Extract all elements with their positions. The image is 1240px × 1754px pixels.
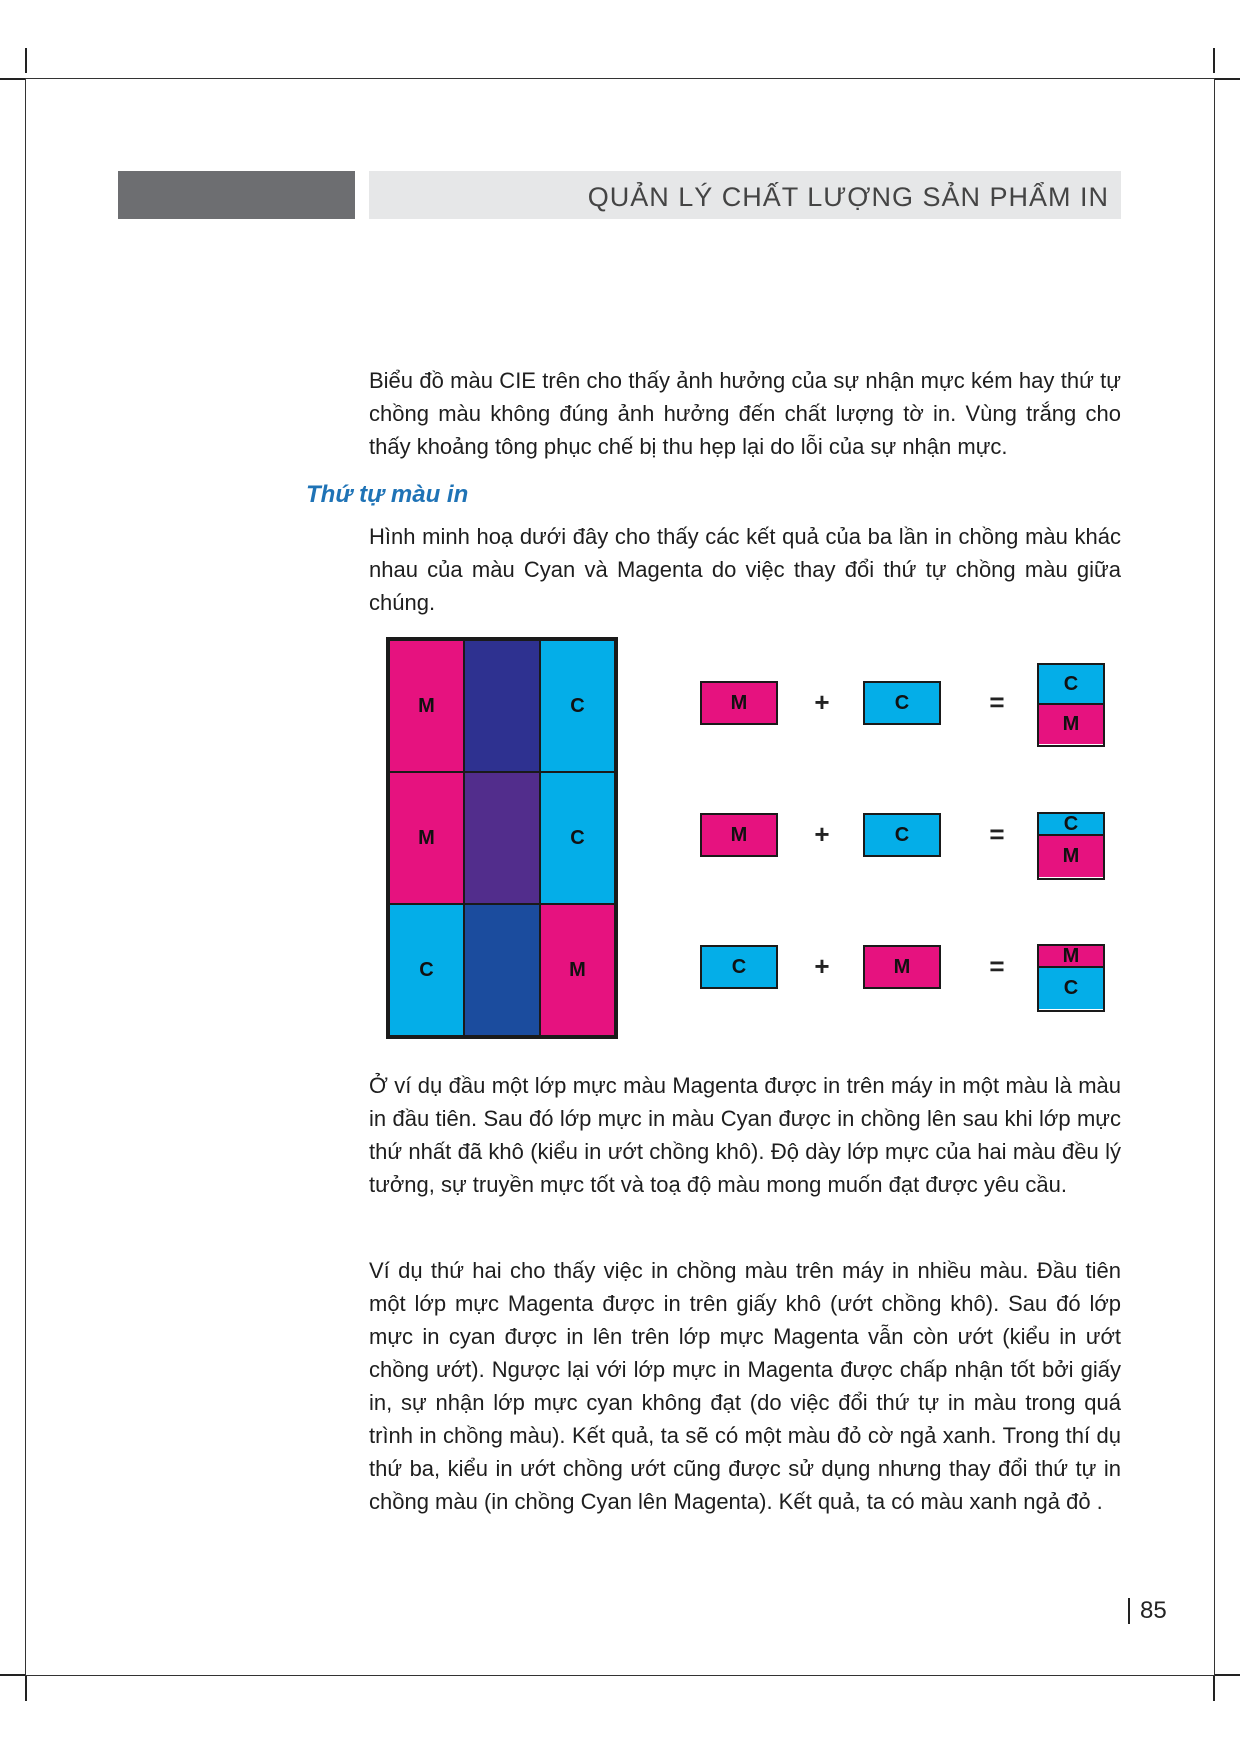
plus-sign: + (814, 951, 830, 981)
result-top-layer: C (1039, 665, 1103, 705)
crop-mark (0, 1674, 25, 1676)
plus-sign: + (814, 687, 830, 717)
section-title: Thứ tự màu in (306, 481, 469, 508)
grid-cell-left: M (389, 640, 464, 772)
page-number: 85 (1128, 1598, 1167, 1624)
plus-sign: + (814, 819, 830, 849)
grid-cell-right: C (540, 772, 615, 904)
overprint-grid (386, 637, 618, 1039)
grid-cell-left: M (389, 772, 464, 904)
grid-cell-right: M (540, 904, 615, 1036)
illustration-paragraph: Hình minh hoạ dưới đây cho thấy các kết quả của ba lần in chồng màu khác nhau của màu Cyan và Magenta do việc thay đổi thứ tự chồng màu giữa chúng. (369, 524, 1121, 615)
ink-box: M (700, 813, 778, 857)
crop-mark (1215, 78, 1240, 80)
ink-box: M (863, 945, 941, 989)
overprint-result (1037, 663, 1105, 747)
grid-cell-overlap (464, 772, 540, 904)
crop-mark (25, 1676, 27, 1701)
crop-mark (1213, 1676, 1215, 1701)
equals-sign: = (989, 819, 1005, 849)
header-dark-bar (118, 171, 355, 219)
intro-paragraph: Biểu đồ màu CIE trên cho thấy ảnh hưởng của sự nhận mực kém hay thứ tự chồng màu không đúng ảnh hưởng đến chất lượng tờ in. Vùng trắng cho thấy khoảng tông phục chế bị thu hẹp lại do lỗi của sự nhận mực. (369, 368, 1121, 459)
crop-mark (25, 48, 27, 73)
ink-box: C (700, 945, 778, 989)
example-one-paragraph: Ở ví dụ đầu một lớp mực màu Magenta được in trên máy in một màu là màu in đầu tiên. Sau đó lớp mực in màu Cyan được in chồng lên sau khi lớp mực thứ nhất đã khô (kiểu in ướt chồng khô). Độ dày lớp mực của hai màu đều lý tưởng, sự truyền mực tốt và toạ độ màu mong muốn đạt được yêu cầu. (369, 1073, 1121, 1197)
header-bar (369, 171, 1121, 219)
result-bottom-layer: M (1039, 705, 1103, 744)
grid-cell-overlap (464, 640, 540, 772)
overprint-result (1037, 812, 1105, 880)
crop-mark (0, 78, 25, 80)
result-top-layer: M (1039, 946, 1103, 968)
page-header-title: QUẢN LÝ CHẤT LƯỢNG SẢN PHẨM IN (587, 182, 1109, 212)
grid-cell-right: C (540, 640, 615, 772)
crop-mark (1215, 1674, 1240, 1676)
result-bottom-layer: C (1039, 968, 1103, 1009)
ink-box: C (863, 681, 941, 725)
grid-cell-left: C (389, 904, 464, 1036)
equals-sign: = (989, 951, 1005, 981)
result-top-layer: C (1039, 814, 1103, 836)
result-bottom-layer: M (1039, 836, 1103, 877)
crop-mark (1213, 48, 1215, 73)
equals-sign: = (989, 687, 1005, 717)
example-two-paragraph: Ví dụ thứ hai cho thấy việc in chồng màu trên máy in nhiều màu. Đầu tiên một lớp mực Magenta được in trên giấy khô (ướt chồng khô). Sau đó lớp mực in cyan được in lên trên lớp mực Magenta vẫn còn ướt (kiểu in ướt chồng ướt). Ngược lại với lớp mực in Magenta được chấp nhận tốt bởi giấy in, sự nhận lớp mực cyan không đạt (do việc đổi thứ tự in màu trong quá trình in chồng màu). Kết quả, ta sẽ có một màu đỏ cờ ngả xanh. Trong thí dụ thứ ba, kiểu in ướt chồng ướt cũng được sử dụng nhưng thay đổi thứ tự in chồng màu (in chồng Cyan lên Magenta). Kết quả, ta có màu xanh ngả đỏ . (369, 1258, 1121, 1514)
ink-box: C (863, 813, 941, 857)
grid-cell-overlap (464, 904, 540, 1036)
ink-box: M (700, 681, 778, 725)
overprint-result (1037, 944, 1105, 1012)
